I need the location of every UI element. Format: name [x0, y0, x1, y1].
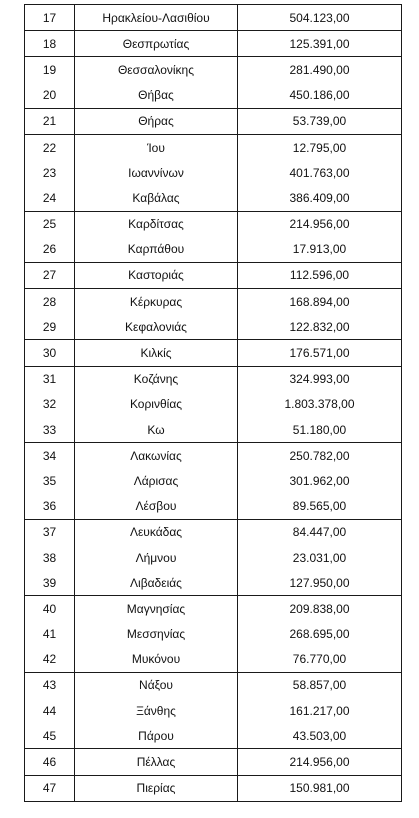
amount-cell: 214.956,00	[238, 749, 402, 775]
table-row	[25, 108, 402, 134]
prefecture-name-cell: Καρδίτσας	[75, 211, 238, 237]
prefecture-name-cell: Ιωαννίνων	[75, 160, 238, 185]
row-number-cell: 28	[25, 289, 75, 315]
amount-cell: 168.894,00	[238, 289, 402, 315]
amount-cell: 12.795,00	[238, 134, 402, 160]
row-number-cell: 29	[25, 314, 75, 340]
prefecture-name-cell: Θεσσαλονίκης	[75, 57, 238, 83]
prefecture-name-cell: Λήμνου	[75, 545, 238, 570]
prefecture-name-cell: Μυκόνου	[75, 647, 238, 673]
prefecture-name-cell: Κεφαλονιάς	[75, 314, 238, 340]
table-row	[25, 134, 402, 160]
row-number-cell: 31	[25, 366, 75, 392]
table-row	[25, 596, 402, 622]
amount-cell: 17.913,00	[238, 237, 402, 263]
amount-cell: 250.782,00	[238, 443, 402, 469]
prefecture-name-cell: Καβάλας	[75, 185, 238, 211]
row-number-cell: 20	[25, 83, 75, 109]
table-row	[25, 57, 402, 83]
table-row	[25, 392, 402, 417]
amount-cell: 176.571,00	[238, 340, 402, 366]
amount-cell: 268.695,00	[238, 622, 402, 647]
table-row	[25, 262, 402, 288]
prefecture-name-cell: Κορινθίας	[75, 392, 238, 417]
row-number-cell: 35	[25, 468, 75, 493]
row-number-cell: 25	[25, 211, 75, 237]
row-number-cell: 41	[25, 622, 75, 647]
table-row	[25, 340, 402, 366]
amount-cell: 324.993,00	[238, 366, 402, 392]
row-number-cell: 47	[25, 775, 75, 801]
table-row	[25, 237, 402, 263]
row-number-cell: 18	[25, 31, 75, 57]
table-row	[25, 519, 402, 545]
row-number-cell: 19	[25, 57, 75, 83]
table-row	[25, 723, 402, 749]
amount-cell: 1.803.378,00	[238, 392, 402, 417]
row-number-cell: 30	[25, 340, 75, 366]
row-number-cell: 37	[25, 519, 75, 545]
amount-cell: 43.503,00	[238, 723, 402, 749]
amount-cell: 401.763,00	[238, 160, 402, 185]
row-number-cell: 43	[25, 672, 75, 698]
table-row	[25, 647, 402, 673]
prefecture-name-cell: Λιβαδειάς	[75, 570, 238, 596]
row-number-cell: 39	[25, 570, 75, 596]
amount-cell: 150.981,00	[238, 775, 402, 801]
table-body	[25, 5, 402, 802]
row-number-cell: 46	[25, 749, 75, 775]
prefecture-name-cell: Θήρας	[75, 108, 238, 134]
amount-cell: 84.447,00	[238, 519, 402, 545]
table-row	[25, 749, 402, 775]
amount-cell: 281.490,00	[238, 57, 402, 83]
prefecture-name-cell: Κοζάνης	[75, 366, 238, 392]
row-number-cell: 32	[25, 392, 75, 417]
table-row	[25, 417, 402, 443]
prefecture-name-cell: Μαγνησίας	[75, 596, 238, 622]
table-row	[25, 83, 402, 109]
table-row	[25, 775, 402, 801]
amount-cell: 504.123,00	[238, 5, 402, 31]
row-number-cell: 27	[25, 262, 75, 288]
table-row	[25, 185, 402, 211]
table-row	[25, 545, 402, 570]
row-number-cell: 45	[25, 723, 75, 749]
row-number-cell: 21	[25, 108, 75, 134]
amount-cell: 23.031,00	[238, 545, 402, 570]
prefecture-name-cell: Λακωνίας	[75, 443, 238, 469]
table-row	[25, 698, 402, 723]
table-row	[25, 468, 402, 493]
data-table	[24, 4, 402, 802]
table-row	[25, 672, 402, 698]
table-row	[25, 160, 402, 185]
table-row	[25, 211, 402, 237]
table-row	[25, 570, 402, 596]
row-number-cell: 44	[25, 698, 75, 723]
table-row	[25, 366, 402, 392]
table-row	[25, 494, 402, 520]
row-number-cell: 34	[25, 443, 75, 469]
row-number-cell: 38	[25, 545, 75, 570]
table-row	[25, 289, 402, 315]
prefecture-name-cell: Θεσπρωτίας	[75, 31, 238, 57]
row-number-cell: 33	[25, 417, 75, 443]
table-row	[25, 5, 402, 31]
amount-cell: 209.838,00	[238, 596, 402, 622]
prefecture-name-cell: Πιερίας	[75, 775, 238, 801]
amount-cell: 214.956,00	[238, 211, 402, 237]
row-number-cell: 42	[25, 647, 75, 673]
prefecture-name-cell: Κέρκυρας	[75, 289, 238, 315]
row-number-cell: 22	[25, 134, 75, 160]
amount-cell: 386.409,00	[238, 185, 402, 211]
amount-cell: 89.565,00	[238, 494, 402, 520]
prefecture-name-cell: Ξάνθης	[75, 698, 238, 723]
table-row	[25, 31, 402, 57]
prefecture-name-cell: Θήβας	[75, 83, 238, 109]
amount-cell: 58.857,00	[238, 672, 402, 698]
amount-cell: 112.596,00	[238, 262, 402, 288]
amount-cell: 301.962,00	[238, 468, 402, 493]
amount-cell: 125.391,00	[238, 31, 402, 57]
amount-cell: 51.180,00	[238, 417, 402, 443]
table-row	[25, 622, 402, 647]
amount-cell: 122.832,00	[238, 314, 402, 340]
prefecture-name-cell: Καρπάθου	[75, 237, 238, 263]
amount-cell: 450.186,00	[238, 83, 402, 109]
amount-cell: 76.770,00	[238, 647, 402, 673]
prefecture-name-cell: Λάρισας	[75, 468, 238, 493]
amount-cell: 127.950,00	[238, 570, 402, 596]
amount-cell: 53.739,00	[238, 108, 402, 134]
row-number-cell: 26	[25, 237, 75, 263]
prefecture-name-cell: Λέσβου	[75, 494, 238, 520]
prefecture-name-cell: Πέλλας	[75, 749, 238, 775]
table-row	[25, 314, 402, 340]
prefecture-name-cell: Λευκάδας	[75, 519, 238, 545]
prefecture-name-cell: Ίου	[75, 134, 238, 160]
row-number-cell: 17	[25, 5, 75, 31]
prefecture-name-cell: Πάρου	[75, 723, 238, 749]
row-number-cell: 36	[25, 494, 75, 520]
prefecture-name-cell: Νάξου	[75, 672, 238, 698]
prefecture-name-cell: Ηρακλείου-Λασιθίου	[75, 5, 238, 31]
amount-cell: 161.217,00	[238, 698, 402, 723]
row-number-cell: 23	[25, 160, 75, 185]
row-number-cell: 24	[25, 185, 75, 211]
row-number-cell: 40	[25, 596, 75, 622]
prefecture-name-cell: Μεσσηνίας	[75, 622, 238, 647]
prefecture-name-cell: Κω	[75, 417, 238, 443]
prefecture-name-cell: Καστοριάς	[75, 262, 238, 288]
table-row	[25, 443, 402, 469]
prefecture-name-cell: Κιλκίς	[75, 340, 238, 366]
